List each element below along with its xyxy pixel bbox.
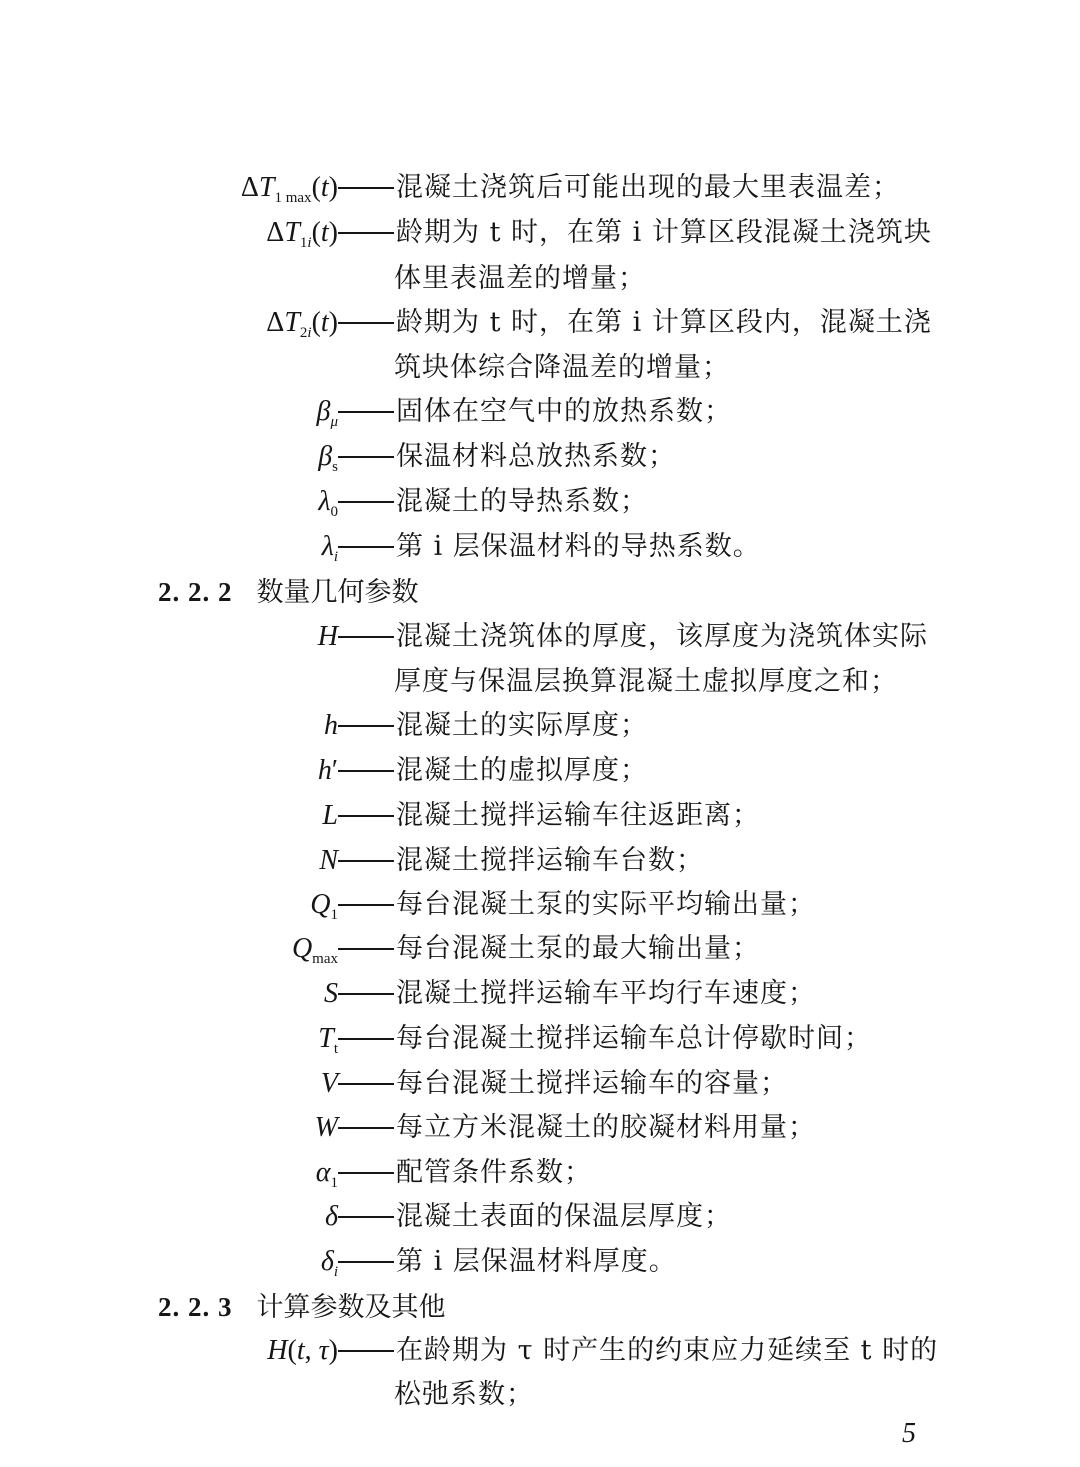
- symbol: $\delta_i$: [320, 1246, 338, 1280]
- definition: 第 i 层保温材料厚度。: [396, 1246, 677, 1277]
- definition: 混凝土浇筑体的厚度，该厚度为浇筑体实际: [396, 621, 928, 652]
- symbol: $\lambda_i$: [321, 531, 338, 565]
- section-heading: [158, 569, 419, 615]
- symbol-entry: [0, 434, 1080, 480]
- definition-continuation: 厚度与保温层换算混凝土虚拟厚度之和；: [394, 666, 898, 697]
- symbol-entry: [0, 748, 1080, 794]
- definition: 混凝土搅拌运输车往返距离；: [396, 800, 760, 831]
- em-dash: [338, 904, 394, 906]
- symbol: $Q_{max}$: [291, 933, 338, 967]
- em-dash: [338, 1038, 394, 1040]
- symbol: $\Delta T_{1i}(t)$: [266, 217, 338, 251]
- symbol: L: [322, 800, 338, 831]
- definition: 混凝土的实际厚度；: [396, 710, 648, 741]
- symbol-entry: [0, 210, 1080, 256]
- definition: 配管条件系数；: [396, 1157, 592, 1188]
- definition: 混凝土的虚拟厚度；: [396, 755, 648, 786]
- definition: 第 i 层保温材料的导热系数。: [396, 531, 761, 562]
- section-heading: [158, 1284, 446, 1330]
- em-dash: [338, 948, 394, 950]
- definition: 混凝土搅拌运输车平均行车速度；: [396, 978, 816, 1009]
- definition-continuation: 松弛系数；: [394, 1379, 534, 1410]
- symbol-entry: [0, 1239, 1080, 1285]
- definition: 保温材料总放热系数；: [396, 441, 676, 472]
- definition: 每台混凝土搅拌运输车的容量；: [396, 1068, 788, 1099]
- symbol-entry: [0, 882, 1080, 928]
- em-dash: [338, 187, 394, 189]
- symbol-entry: [0, 838, 1080, 884]
- symbol: N: [319, 845, 338, 876]
- symbol-entry: [0, 1150, 1080, 1196]
- symbol: δ: [324, 1201, 338, 1232]
- symbol: W: [314, 1112, 338, 1143]
- em-dash: [338, 1127, 394, 1129]
- em-dash: [338, 546, 394, 548]
- symbol: V: [320, 1068, 338, 1099]
- section-number: 2. 2. 3: [158, 1292, 233, 1322]
- symbol-entry: [0, 389, 1080, 435]
- definition: 在龄期为 τ 时产生的约束应力延续至 t 时的: [396, 1335, 939, 1366]
- em-dash: [338, 725, 394, 727]
- symbol: $\beta_s$: [318, 441, 338, 475]
- symbol-entry: [0, 614, 1080, 660]
- definition: 每台混凝土泵的实际平均输出量；: [396, 889, 816, 920]
- symbol-entry: [0, 703, 1080, 749]
- symbol: H: [317, 621, 338, 652]
- section-title: 计算参数及其他: [256, 1292, 446, 1323]
- symbol: S: [324, 978, 338, 1009]
- page-number: 5: [902, 1418, 916, 1449]
- em-dash: [338, 1172, 394, 1174]
- em-dash: [338, 1261, 394, 1263]
- symbol: $T_t$: [318, 1023, 338, 1057]
- symbol-entry: [0, 1105, 1080, 1151]
- em-dash: [338, 815, 394, 817]
- definition-continuation: 体里表温差的增量；: [394, 263, 646, 294]
- definition: 龄期为 t 时，在第 i 计算区段内，混凝土浇: [396, 307, 932, 338]
- symbol: $\Delta T_{2i}(t)$: [266, 307, 338, 341]
- definition: 每台混凝土搅拌运输车总计停歇时间；: [396, 1023, 872, 1054]
- definition: 固体在空气中的放热系数；: [396, 396, 732, 427]
- symbol-entry: [0, 1194, 1080, 1240]
- em-dash: [338, 456, 394, 458]
- symbol: $\beta_\mu$: [316, 396, 338, 430]
- definition: 每台混凝土泵的最大输出量；: [396, 933, 760, 964]
- symbol: h: [324, 710, 338, 741]
- definition: 混凝土表面的保温层厚度；: [396, 1201, 732, 1232]
- em-dash: [338, 770, 394, 772]
- symbol: h′: [317, 755, 338, 786]
- definition: 混凝土搅拌运输车台数；: [396, 845, 704, 876]
- symbol-entry: [0, 165, 1080, 211]
- symbol-entry: [0, 524, 1080, 570]
- em-dash: [338, 501, 394, 503]
- definition: 混凝土浇筑后可能出现的最大里表温差；: [396, 172, 900, 203]
- symbol-entry: [0, 1061, 1080, 1107]
- symbol: $\Delta T_{1 max}(t)$: [240, 172, 338, 206]
- section-number: 2. 2. 2: [158, 577, 233, 607]
- symbol: $\lambda_0$: [318, 486, 338, 520]
- em-dash: [338, 1216, 394, 1218]
- symbol-entry: [0, 300, 1080, 346]
- symbol-entry: [0, 1328, 1080, 1374]
- symbol-entry: [0, 479, 1080, 525]
- symbol-entry: [0, 926, 1080, 972]
- definition: 每立方米混凝土的胶凝材料用量；: [396, 1112, 816, 1143]
- em-dash: [338, 1083, 394, 1085]
- symbol: H(t, τ): [267, 1335, 338, 1366]
- definition-continuation: 筑块体综合降温差的增量；: [394, 352, 730, 383]
- em-dash: [338, 232, 394, 234]
- em-dash: [338, 636, 394, 638]
- symbol-entry: [0, 793, 1080, 839]
- symbol: $\alpha_1$: [315, 1157, 338, 1191]
- em-dash: [338, 860, 394, 862]
- em-dash: [338, 993, 394, 995]
- em-dash: [338, 1350, 394, 1352]
- symbol: $Q_1$: [310, 889, 338, 923]
- definition: 龄期为 t 时，在第 i 计算区段混凝土浇筑块: [396, 217, 932, 248]
- section-title: 数量几何参数: [256, 577, 419, 608]
- symbol-entry: [0, 1016, 1080, 1062]
- definition: 混凝土的导热系数；: [396, 486, 648, 517]
- em-dash: [338, 322, 394, 324]
- symbol-entry: [0, 971, 1080, 1017]
- em-dash: [338, 411, 394, 413]
